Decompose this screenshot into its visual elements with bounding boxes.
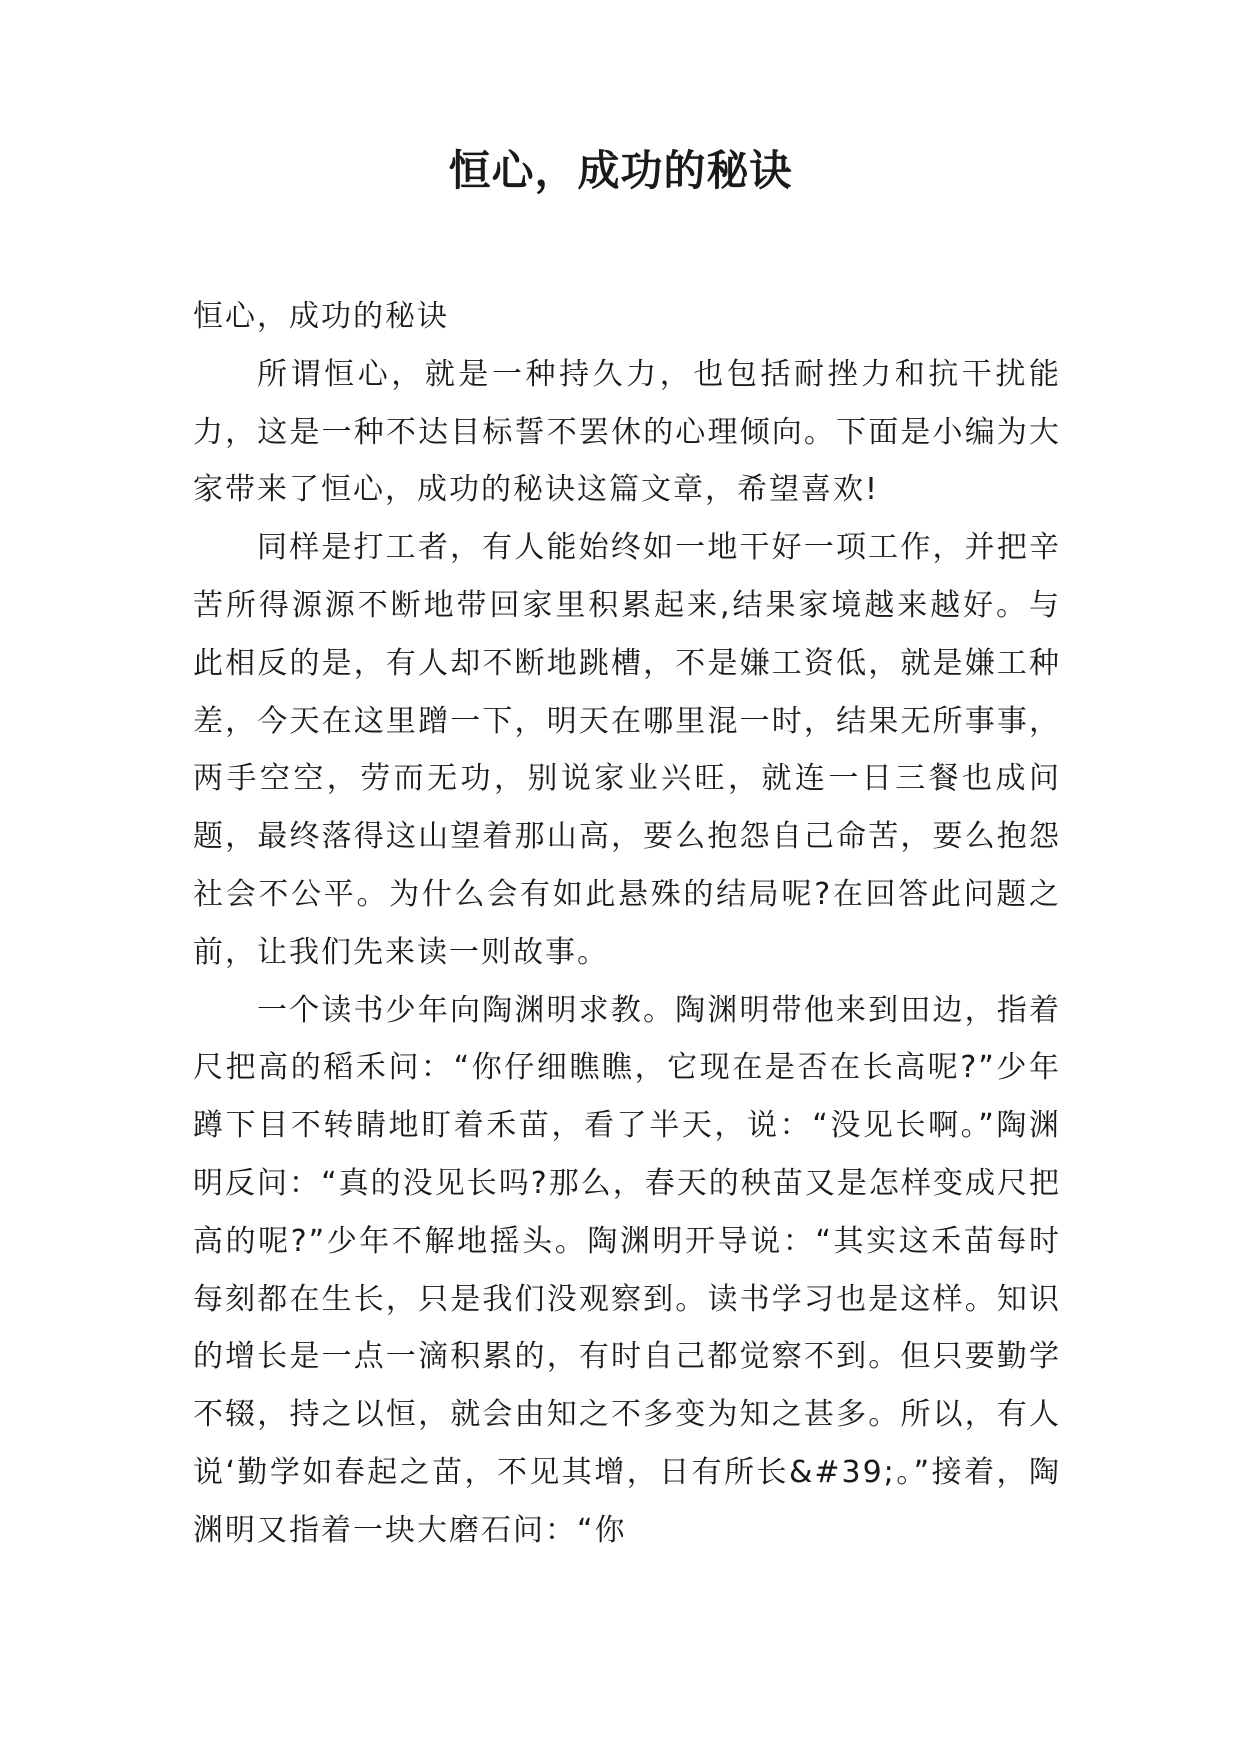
document-title: 恒心，成功的秘诀 — [448, 146, 793, 195]
body-paragraph: 所谓恒心，就是一种持久力，也包括耐挫力和抗干扰能力，这是一种不达目标誓不罢休的心理倾向。下面是小编为大家带来了恒心，成功的秘诀这篇文章，希望喜欢! — [193, 356, 1061, 508]
body-paragraph: 一个读书少年向陶渊明求教。陶渊明带他来到田边，指着尺把高的稻禾问：“你仔细瞧瞧，它现在是否在长高呢?”少年蹲下目不转睛地盯着禾苗，看了半天，说：“没见长啊。”陶渊明反问：“真的没见长吗?那么，春天的秧苗又是怎样变成尺把高的呢?”少年不解地摇头。陶渊明开导说：“其实这禾苗每时每刻都在生长，只是我们没观察到。读书学习也是这样。知识的增长是一点一滴积累的，有时自己都觉察不到。但只要勤学不辍，持之以恒，就会由知之不多变为知之甚多。所以，有人说‘勤学如春起之苗，不见其增，日有所长&#39;。”接着，陶渊明又指着一块大磨石问：“你 — [193, 992, 1061, 1548]
document-body — [193, 288, 1061, 1560]
body-paragraph-heading: 恒心，成功的秘诀 — [193, 299, 449, 334]
body-paragraph: 同样是打工者，有人能始终如一地干好一项工作，并把辛苦所得源源不断地带回家里积累起来,结果家境越来越好。与此相反的是，有人却不断地跳槽，不是嫌工资低，就是嫌工种差，今天在这里蹭一下，明天在哪里混一时，结果无所事事，两手空空，劳而无功，别说家业兴旺，就连一日三餐也成问题，最终落得这山望着那山高，要么抱怨自己命苦，要么抱怨社会不公平。为什么会有如此悬殊的结局呢?在回答此问题之前，让我们先来读一则故事。 — [193, 530, 1061, 970]
